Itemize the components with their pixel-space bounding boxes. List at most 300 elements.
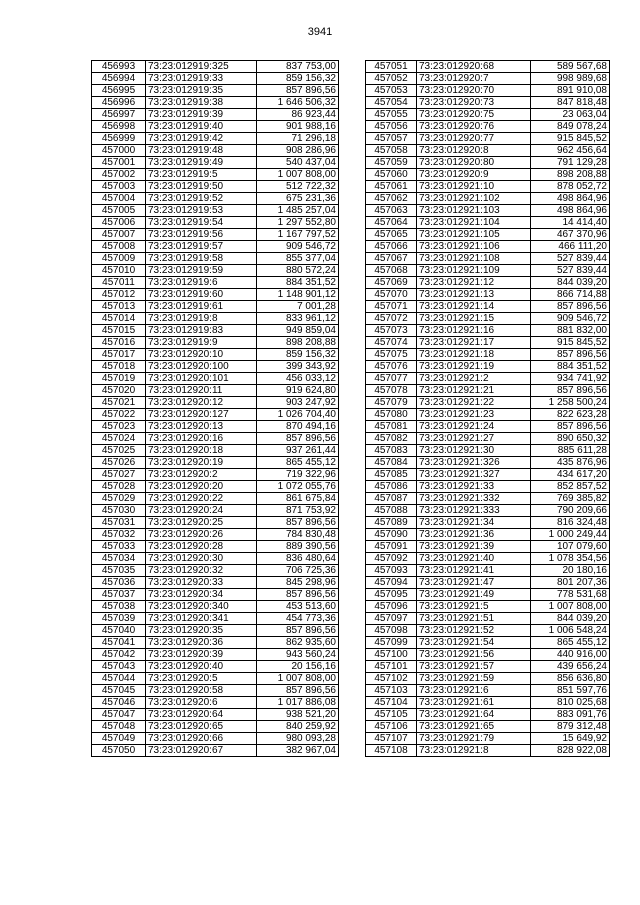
row-number-cell: 457065 <box>366 229 417 241</box>
row-number-cell: 457083 <box>366 445 417 457</box>
value-cell: 706 725,36 <box>257 565 339 577</box>
value-cell: 847 818,48 <box>531 97 610 109</box>
value-cell: 435 876,96 <box>531 457 610 469</box>
table-row <box>92 505 339 517</box>
row-number-cell: 456996 <box>92 97 146 109</box>
cadastral-number-cell: 73:23:012919:53 <box>146 205 257 217</box>
row-number-cell: 456993 <box>92 61 146 73</box>
row-number-cell: 457078 <box>366 385 417 397</box>
table-row <box>366 721 610 733</box>
row-number-cell: 457099 <box>366 637 417 649</box>
cadastral-number-cell: 73:23:012920:9 <box>417 169 531 181</box>
value-cell: 880 572,24 <box>257 265 339 277</box>
table-row <box>92 121 339 133</box>
cadastral-number-cell: 73:23:012920:30 <box>146 553 257 565</box>
value-cell: 840 259,92 <box>257 721 339 733</box>
cadastral-number-cell: 73:23:012919:48 <box>146 145 257 157</box>
value-cell: 778 531,68 <box>531 589 610 601</box>
table-row <box>92 421 339 433</box>
table-row <box>366 481 610 493</box>
value-cell: 890 650,32 <box>531 433 610 445</box>
cadastral-number-cell: 73:23:012921:2 <box>417 373 531 385</box>
value-cell: 915 845,52 <box>531 337 610 349</box>
table-row <box>366 625 610 637</box>
row-number-cell: 457005 <box>92 205 146 217</box>
row-number-cell: 457013 <box>92 301 146 313</box>
table-row <box>366 421 610 433</box>
table-row <box>366 553 610 565</box>
row-number-cell: 456995 <box>92 85 146 97</box>
value-cell: 86 923,44 <box>257 109 339 121</box>
value-cell: 857 896,56 <box>531 385 610 397</box>
table-row <box>366 373 610 385</box>
value-cell: 878 052,72 <box>531 181 610 193</box>
value-cell: 857 896,56 <box>257 685 339 697</box>
value-cell: 1 000 249,44 <box>531 529 610 541</box>
value-cell: 903 247,92 <box>257 397 339 409</box>
table-row <box>366 241 610 253</box>
cadastral-number-cell: 73:23:012921:47 <box>417 577 531 589</box>
row-number-cell: 457002 <box>92 169 146 181</box>
cadastral-number-cell: 73:23:012921:54 <box>417 637 531 649</box>
row-number-cell: 457059 <box>366 157 417 169</box>
table-row <box>366 541 610 553</box>
table-row <box>366 349 610 361</box>
row-number-cell: 456999 <box>92 133 146 145</box>
cadastral-number-cell: 73:23:012921:56 <box>417 649 531 661</box>
value-cell: 857 896,56 <box>531 349 610 361</box>
cadastral-number-cell: 73:23:012920:80 <box>417 157 531 169</box>
value-cell: 870 494,16 <box>257 421 339 433</box>
cadastral-number-cell: 73:23:012921:13 <box>417 289 531 301</box>
value-cell: 810 025,68 <box>531 697 610 709</box>
table-row <box>366 337 610 349</box>
cadastral-number-cell: 73:23:012920:100 <box>146 361 257 373</box>
row-number-cell: 457064 <box>366 217 417 229</box>
row-number-cell: 457010 <box>92 265 146 277</box>
row-number-cell: 457050 <box>92 745 146 757</box>
table-row <box>366 97 610 109</box>
value-cell: 23 063,04 <box>531 109 610 121</box>
cadastral-number-cell: 73:23:012920:32 <box>146 565 257 577</box>
row-number-cell: 457096 <box>366 601 417 613</box>
cadastral-number-cell: 73:23:012921:65 <box>417 721 531 733</box>
row-number-cell: 457107 <box>366 733 417 745</box>
cadastral-number-cell: 73:23:012919:40 <box>146 121 257 133</box>
table-row <box>366 265 610 277</box>
value-cell: 849 078,24 <box>531 121 610 133</box>
row-number-cell: 457077 <box>366 373 417 385</box>
value-cell: 14 414,40 <box>531 217 610 229</box>
value-cell: 998 989,68 <box>531 73 610 85</box>
row-number-cell: 457022 <box>92 409 146 421</box>
table-row <box>366 85 610 97</box>
table-row <box>366 109 610 121</box>
row-number-cell: 457049 <box>92 733 146 745</box>
table-row <box>92 661 339 673</box>
table-row <box>366 709 610 721</box>
cadastral-number-cell: 73:23:012920:127 <box>146 409 257 421</box>
value-cell: 909 546,72 <box>531 313 610 325</box>
value-cell: 883 091,76 <box>531 709 610 721</box>
value-cell: 885 611,28 <box>531 445 610 457</box>
cadastral-number-cell: 73:23:012921:64 <box>417 709 531 721</box>
value-cell: 891 910,08 <box>531 85 610 97</box>
table-row <box>92 625 339 637</box>
row-number-cell: 457041 <box>92 637 146 649</box>
value-cell: 1 485 257,04 <box>257 205 339 217</box>
value-cell: 1 026 704,40 <box>257 409 339 421</box>
table-row <box>92 253 339 265</box>
table-row <box>366 205 610 217</box>
row-number-cell: 457004 <box>92 193 146 205</box>
value-cell: 980 093,28 <box>257 733 339 745</box>
cadastral-number-cell: 73:23:012919:59 <box>146 265 257 277</box>
cadastral-number-cell: 73:23:012921:36 <box>417 529 531 541</box>
value-cell: 844 039,20 <box>531 277 610 289</box>
value-cell: 845 298,96 <box>257 577 339 589</box>
table-row <box>92 301 339 313</box>
registry-table-left-body <box>92 61 339 757</box>
value-cell: 844 039,20 <box>531 613 610 625</box>
registry-table-right <box>365 60 610 757</box>
value-cell: 1 078 354,56 <box>531 553 610 565</box>
value-cell: 527 839,44 <box>531 265 610 277</box>
cadastral-number-cell: 73:23:012920:65 <box>146 721 257 733</box>
value-cell: 857 896,56 <box>257 433 339 445</box>
row-number-cell: 457001 <box>92 157 146 169</box>
table-row <box>366 457 610 469</box>
cadastral-number-cell: 73:23:012920:35 <box>146 625 257 637</box>
table-row <box>92 589 339 601</box>
table-row <box>366 325 610 337</box>
value-cell: 540 437,04 <box>257 157 339 169</box>
cadastral-number-cell: 73:23:012920:36 <box>146 637 257 649</box>
cadastral-number-cell: 73:23:012921:327 <box>417 469 531 481</box>
row-number-cell: 457008 <box>92 241 146 253</box>
table-row <box>366 505 610 517</box>
row-number-cell: 457061 <box>366 181 417 193</box>
value-cell: 852 857,52 <box>531 481 610 493</box>
cadastral-number-cell: 73:23:012921:21 <box>417 385 531 397</box>
row-number-cell: 457038 <box>92 601 146 613</box>
value-cell: 1 007 808,00 <box>531 601 610 613</box>
value-cell: 769 385,82 <box>531 493 610 505</box>
table-row <box>92 685 339 697</box>
cadastral-number-cell: 73:23:012920:12 <box>146 397 257 409</box>
row-number-cell: 457031 <box>92 517 146 529</box>
value-cell: 908 286,96 <box>257 145 339 157</box>
row-number-cell: 457011 <box>92 277 146 289</box>
cadastral-number-cell: 73:23:012920:20 <box>146 481 257 493</box>
value-cell: 439 656,24 <box>531 661 610 673</box>
row-number-cell: 457042 <box>92 649 146 661</box>
value-cell: 1 017 886,08 <box>257 697 339 709</box>
row-number-cell: 457058 <box>366 145 417 157</box>
cadastral-number-cell: 73:23:012919:58 <box>146 253 257 265</box>
cadastral-number-cell: 73:23:012920:34 <box>146 589 257 601</box>
cadastral-number-cell: 73:23:012921:109 <box>417 265 531 277</box>
cadastral-number-cell: 73:23:012921:40 <box>417 553 531 565</box>
row-number-cell: 457106 <box>366 721 417 733</box>
table-row <box>366 73 610 85</box>
row-number-cell: 457032 <box>92 529 146 541</box>
table-row <box>92 553 339 565</box>
row-number-cell: 457025 <box>92 445 146 457</box>
value-cell: 934 741,92 <box>531 373 610 385</box>
table-row <box>366 697 610 709</box>
table-row <box>366 157 610 169</box>
value-cell: 453 513,60 <box>257 601 339 613</box>
table-row <box>366 673 610 685</box>
value-cell: 20 156,16 <box>257 661 339 673</box>
row-number-cell: 457023 <box>92 421 146 433</box>
table-row <box>92 565 339 577</box>
cadastral-number-cell: 73:23:012920:8 <box>417 145 531 157</box>
table-row <box>92 145 339 157</box>
row-number-cell: 457057 <box>366 133 417 145</box>
cadastral-number-cell: 73:23:012919:54 <box>146 217 257 229</box>
value-cell: 1 258 500,24 <box>531 397 610 409</box>
cadastral-number-cell: 73:23:012921:333 <box>417 505 531 517</box>
row-number-cell: 457029 <box>92 493 146 505</box>
cadastral-number-cell: 73:23:012919:5 <box>146 169 257 181</box>
value-cell: 855 377,04 <box>257 253 339 265</box>
row-number-cell: 457030 <box>92 505 146 517</box>
cadastral-number-cell: 73:23:012921:17 <box>417 337 531 349</box>
value-cell: 107 079,60 <box>531 541 610 553</box>
value-cell: 1 006 548,24 <box>531 625 610 637</box>
value-cell: 866 714,88 <box>531 289 610 301</box>
value-cell: 434 617,20 <box>531 469 610 481</box>
cadastral-number-cell: 73:23:012920:24 <box>146 505 257 517</box>
table-row <box>366 61 610 73</box>
cadastral-number-cell: 73:23:012921:30 <box>417 445 531 457</box>
table-row <box>366 529 610 541</box>
value-cell: 884 351,52 <box>257 277 339 289</box>
row-number-cell: 457100 <box>366 649 417 661</box>
cadastral-number-cell: 73:23:012919:83 <box>146 325 257 337</box>
cadastral-number-cell: 73:23:012921:52 <box>417 625 531 637</box>
row-number-cell: 457081 <box>366 421 417 433</box>
cadastral-number-cell: 73:23:012919:50 <box>146 181 257 193</box>
page-number: 3941 <box>307 26 333 38</box>
row-number-cell: 456998 <box>92 121 146 133</box>
cadastral-number-cell: 73:23:012921:326 <box>417 457 531 469</box>
table-row <box>92 313 339 325</box>
row-number-cell: 456994 <box>92 73 146 85</box>
value-cell: 20 180,16 <box>531 565 610 577</box>
row-number-cell: 457026 <box>92 457 146 469</box>
value-cell: 456 033,12 <box>257 373 339 385</box>
cadastral-number-cell: 73:23:012921:27 <box>417 433 531 445</box>
row-number-cell: 457017 <box>92 349 146 361</box>
cadastral-number-cell: 73:23:012921:79 <box>417 733 531 745</box>
row-number-cell: 457021 <box>92 397 146 409</box>
value-cell: 1 167 797,52 <box>257 229 339 241</box>
value-cell: 440 916,00 <box>531 649 610 661</box>
value-cell: 889 390,56 <box>257 541 339 553</box>
row-number-cell: 457105 <box>366 709 417 721</box>
table-row <box>92 733 339 745</box>
cadastral-number-cell: 73:23:012919:6 <box>146 277 257 289</box>
cadastral-number-cell: 73:23:012921:332 <box>417 493 531 505</box>
cadastral-number-cell: 73:23:012920:77 <box>417 133 531 145</box>
value-cell: 822 623,28 <box>531 409 610 421</box>
table-row <box>366 145 610 157</box>
row-number-cell: 457015 <box>92 325 146 337</box>
cadastral-number-cell: 73:23:012920:76 <box>417 121 531 133</box>
value-cell: 1 007 808,00 <box>257 673 339 685</box>
cadastral-number-cell: 73:23:012921:19 <box>417 361 531 373</box>
value-cell: 898 208,88 <box>257 337 339 349</box>
row-number-cell: 457072 <box>366 313 417 325</box>
table-row <box>92 673 339 685</box>
value-cell: 512 722,32 <box>257 181 339 193</box>
table-row <box>366 661 610 673</box>
table-row <box>366 229 610 241</box>
cadastral-number-cell: 73:23:012921:61 <box>417 697 531 709</box>
table-row <box>366 613 610 625</box>
table-row <box>366 433 610 445</box>
row-number-cell: 457102 <box>366 673 417 685</box>
cadastral-number-cell: 73:23:012921:33 <box>417 481 531 493</box>
cadastral-number-cell: 73:23:012921:10 <box>417 181 531 193</box>
row-number-cell: 457073 <box>366 325 417 337</box>
row-number-cell: 457095 <box>366 589 417 601</box>
value-cell: 454 773,36 <box>257 613 339 625</box>
cadastral-number-cell: 73:23:012921:12 <box>417 277 531 289</box>
cadastral-number-cell: 73:23:012921:34 <box>417 517 531 529</box>
cadastral-number-cell: 73:23:012919:56 <box>146 229 257 241</box>
row-number-cell: 457079 <box>366 397 417 409</box>
row-number-cell: 457051 <box>366 61 417 73</box>
cadastral-number-cell: 73:23:012920:39 <box>146 649 257 661</box>
table-row <box>92 229 339 241</box>
cadastral-number-cell: 73:23:012921:51 <box>417 613 531 625</box>
table-row <box>92 337 339 349</box>
cadastral-number-cell: 73:23:012921:41 <box>417 565 531 577</box>
table-row <box>92 217 339 229</box>
value-cell: 943 560,24 <box>257 649 339 661</box>
row-number-cell: 457062 <box>366 193 417 205</box>
cadastral-number-cell: 73:23:012920:7 <box>417 73 531 85</box>
row-number-cell: 457066 <box>366 241 417 253</box>
value-cell: 801 207,36 <box>531 577 610 589</box>
row-number-cell: 457000 <box>92 145 146 157</box>
cadastral-number-cell: 73:23:012921:102 <box>417 193 531 205</box>
value-cell: 71 296,18 <box>257 133 339 145</box>
value-cell: 857 896,56 <box>257 85 339 97</box>
table-row <box>92 517 339 529</box>
value-cell: 857 896,56 <box>257 625 339 637</box>
value-cell: 790 209,66 <box>531 505 610 517</box>
value-cell: 871 753,92 <box>257 505 339 517</box>
cadastral-number-cell: 73:23:012920:33 <box>146 577 257 589</box>
table-row <box>92 85 339 97</box>
registry-table-left <box>91 60 339 757</box>
value-cell: 909 546,72 <box>257 241 339 253</box>
table-row <box>92 325 339 337</box>
table-row <box>92 529 339 541</box>
row-number-cell: 457075 <box>366 349 417 361</box>
row-number-cell: 457088 <box>366 505 417 517</box>
table-row <box>366 217 610 229</box>
row-number-cell: 457063 <box>366 205 417 217</box>
value-cell: 915 845,52 <box>531 133 610 145</box>
row-number-cell: 457089 <box>366 517 417 529</box>
cadastral-number-cell: 73:23:012920:64 <box>146 709 257 721</box>
row-number-cell: 457108 <box>366 745 417 757</box>
row-number-cell: 457094 <box>366 577 417 589</box>
row-number-cell: 457080 <box>366 409 417 421</box>
row-number-cell: 457036 <box>92 577 146 589</box>
table-row <box>366 313 610 325</box>
row-number-cell: 457087 <box>366 493 417 505</box>
cadastral-number-cell: 73:23:012919:33 <box>146 73 257 85</box>
value-cell: 382 967,04 <box>257 745 339 757</box>
value-cell: 962 456,64 <box>531 145 610 157</box>
cadastral-number-cell: 73:23:012921:39 <box>417 541 531 553</box>
value-cell: 857 896,56 <box>257 517 339 529</box>
cadastral-number-cell: 73:23:012919:39 <box>146 109 257 121</box>
value-cell: 865 455,12 <box>531 637 610 649</box>
row-number-cell: 457098 <box>366 625 417 637</box>
table-row <box>366 745 610 757</box>
table-row <box>366 193 610 205</box>
cadastral-number-cell: 73:23:012919:38 <box>146 97 257 109</box>
value-cell: 1 007 808,00 <box>257 169 339 181</box>
table-row <box>92 409 339 421</box>
cadastral-number-cell: 73:23:012921:104 <box>417 217 531 229</box>
row-number-cell: 457014 <box>92 313 146 325</box>
table-row <box>366 601 610 613</box>
cadastral-number-cell: 73:23:012919:9 <box>146 337 257 349</box>
cadastral-number-cell: 73:23:012921:8 <box>417 745 531 757</box>
value-cell: 1 297 552,80 <box>257 217 339 229</box>
cadastral-number-cell: 73:23:012920:58 <box>146 685 257 697</box>
row-number-cell: 457052 <box>366 73 417 85</box>
cadastral-number-cell: 73:23:012920:341 <box>146 613 257 625</box>
value-cell: 865 455,12 <box>257 457 339 469</box>
table-row <box>366 121 610 133</box>
cadastral-number-cell: 73:23:012920:40 <box>146 661 257 673</box>
row-number-cell: 457016 <box>92 337 146 349</box>
cadastral-number-cell: 73:23:012920:11 <box>146 385 257 397</box>
table-row <box>92 481 339 493</box>
row-number-cell: 457076 <box>366 361 417 373</box>
cadastral-number-cell: 73:23:012920:10 <box>146 349 257 361</box>
table-row <box>92 289 339 301</box>
cadastral-number-cell: 73:23:012921:103 <box>417 205 531 217</box>
row-number-cell: 457012 <box>92 289 146 301</box>
row-number-cell: 457006 <box>92 217 146 229</box>
value-cell: 836 480,64 <box>257 553 339 565</box>
row-number-cell: 457090 <box>366 529 417 541</box>
row-number-cell: 457093 <box>366 565 417 577</box>
table-row <box>92 709 339 721</box>
cadastral-number-cell: 73:23:012921:22 <box>417 397 531 409</box>
value-cell: 857 896,56 <box>257 589 339 601</box>
cadastral-number-cell: 73:23:012920:16 <box>146 433 257 445</box>
cadastral-number-cell: 73:23:012920:22 <box>146 493 257 505</box>
row-number-cell: 457027 <box>92 469 146 481</box>
table-row <box>92 445 339 457</box>
row-number-cell: 457068 <box>366 265 417 277</box>
table-row <box>366 361 610 373</box>
row-number-cell: 457020 <box>92 385 146 397</box>
value-cell: 15 649,92 <box>531 733 610 745</box>
